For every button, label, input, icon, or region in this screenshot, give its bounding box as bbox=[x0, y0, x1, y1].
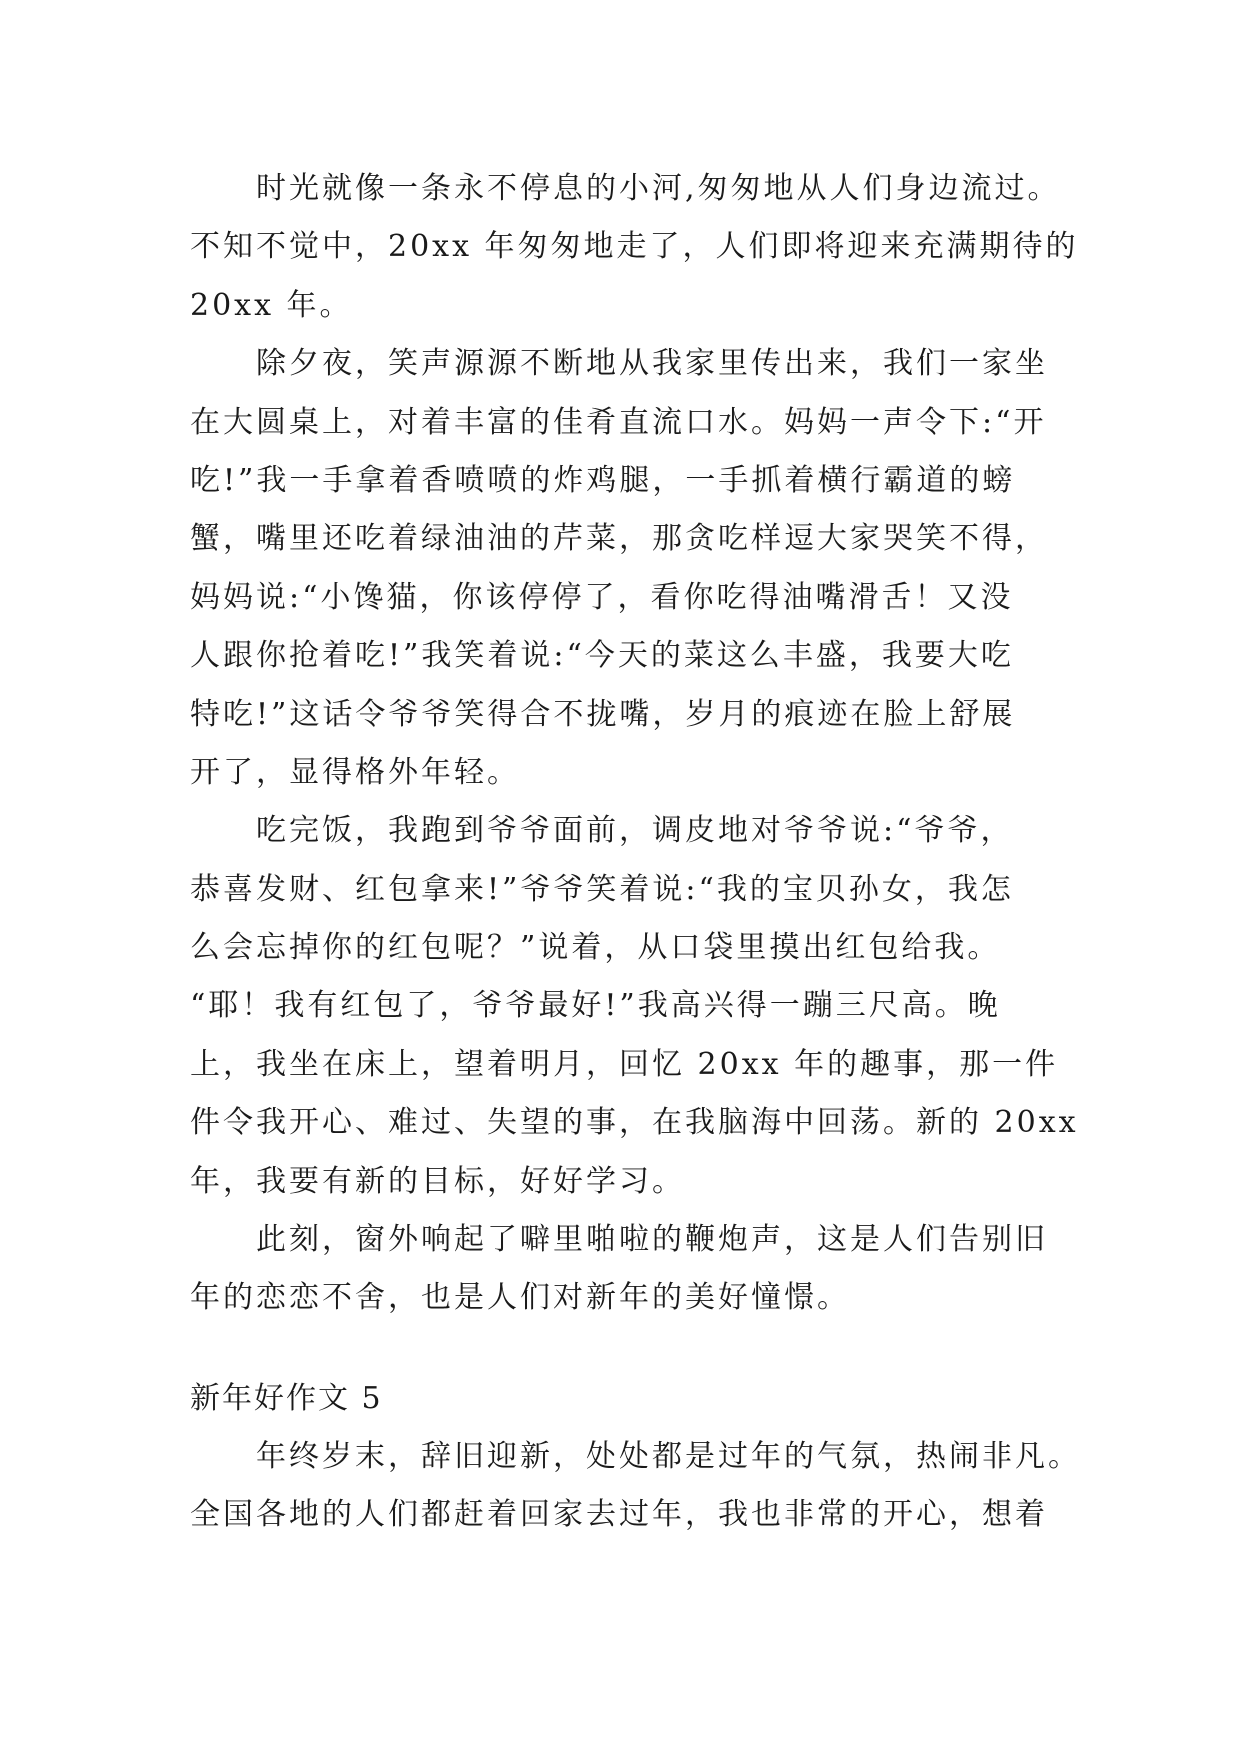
section-spacer bbox=[190, 1328, 1050, 1370]
paragraph-line: 年，我要有新的目标，好好学习。 bbox=[190, 1163, 685, 1199]
paragraph-line: 人跟你抢着吃!”我笑着说:“今天的菜这么丰盛，我要大吃 bbox=[190, 638, 1014, 674]
paragraph-line: 开了，显得格外年轻。 bbox=[190, 754, 520, 790]
paragraph-line: 恭喜发财、红包拿来!”爷爷笑着说:“我的宝贝孙女，我怎 bbox=[190, 871, 1014, 907]
paragraph-line: 在大圆桌上，对着丰富的佳肴直流口水。妈妈一声令下:“开 bbox=[190, 404, 1047, 440]
paragraph-line: 特吃!”这话令爷爷笑得合不拢嘴，岁月的痕迹在脸上舒展 bbox=[190, 696, 1016, 732]
paragraph-line: 吃!”我一手拿着香喷喷的炸鸡腿，一手抓着横行霸道的螃 bbox=[190, 462, 1016, 498]
paragraph bbox=[190, 1428, 1081, 1545]
paragraph-line: 时光就像一条永不停息的小河,匆匆地从人们身边流过。 bbox=[256, 171, 1061, 206]
paragraph-line: 蟹，嘴里还吃着绿油油的芹菜，那贪吃样逗大家哭笑不得， bbox=[190, 521, 1048, 557]
paragraph-line: 件令我开心、难过、失望的事，在我脑海中回荡。新的 20xx bbox=[190, 1105, 1079, 1141]
paragraph-line: “耶！我有红包了，爷爷最好!”我高兴得一蹦三尺高。晚 bbox=[190, 988, 1001, 1024]
paragraph bbox=[190, 160, 1079, 335]
paragraph-line: 上，我坐在床上，望着明月，回忆 20xx 年的趣事，那一件 bbox=[190, 1046, 1059, 1082]
paragraph-line: 全国各地的人们都赶着回家去过年，我也非常的开心，想着 bbox=[190, 1497, 1048, 1533]
document-body bbox=[190, 160, 1081, 1545]
paragraph-line: 20xx 年。 bbox=[190, 287, 353, 323]
paragraph-line: 不知不觉中，20xx 年匆匆地走了，人们即将迎来充满期待的 bbox=[190, 229, 1079, 265]
paragraph-line: 年终岁末，辞旧迎新，处处都是过年的气氛，热闹非凡。 bbox=[256, 1438, 1081, 1474]
paragraph-line: 除夕夜，笑声源源不断地从我家里传出来，我们一家坐 bbox=[256, 346, 1048, 382]
paragraph-line: 此刻，窗外响起了噼里啪啦的鞭炮声，这是人们告别旧 bbox=[256, 1222, 1048, 1258]
paragraph bbox=[190, 335, 1050, 802]
paragraph-line: 么会忘掉你的红包呢？”说着，从口袋里摸出红包给我。 bbox=[190, 930, 1001, 966]
paragraph-line: 吃完饭，我跑到爷爷面前，调皮地对爷爷说:“爷爷， bbox=[256, 813, 1014, 849]
paragraph-line: 年的恋恋不舍，也是人们对新年的美好憧憬。 bbox=[190, 1280, 850, 1316]
paragraph-line: 妈妈说:“小馋猫，你该停停了，看你吃得油嘴滑舌！又没 bbox=[190, 579, 1014, 615]
paragraph bbox=[190, 1211, 1050, 1328]
paragraph bbox=[190, 802, 1079, 1211]
section-title: 新年好作文 5 bbox=[190, 1380, 383, 1416]
